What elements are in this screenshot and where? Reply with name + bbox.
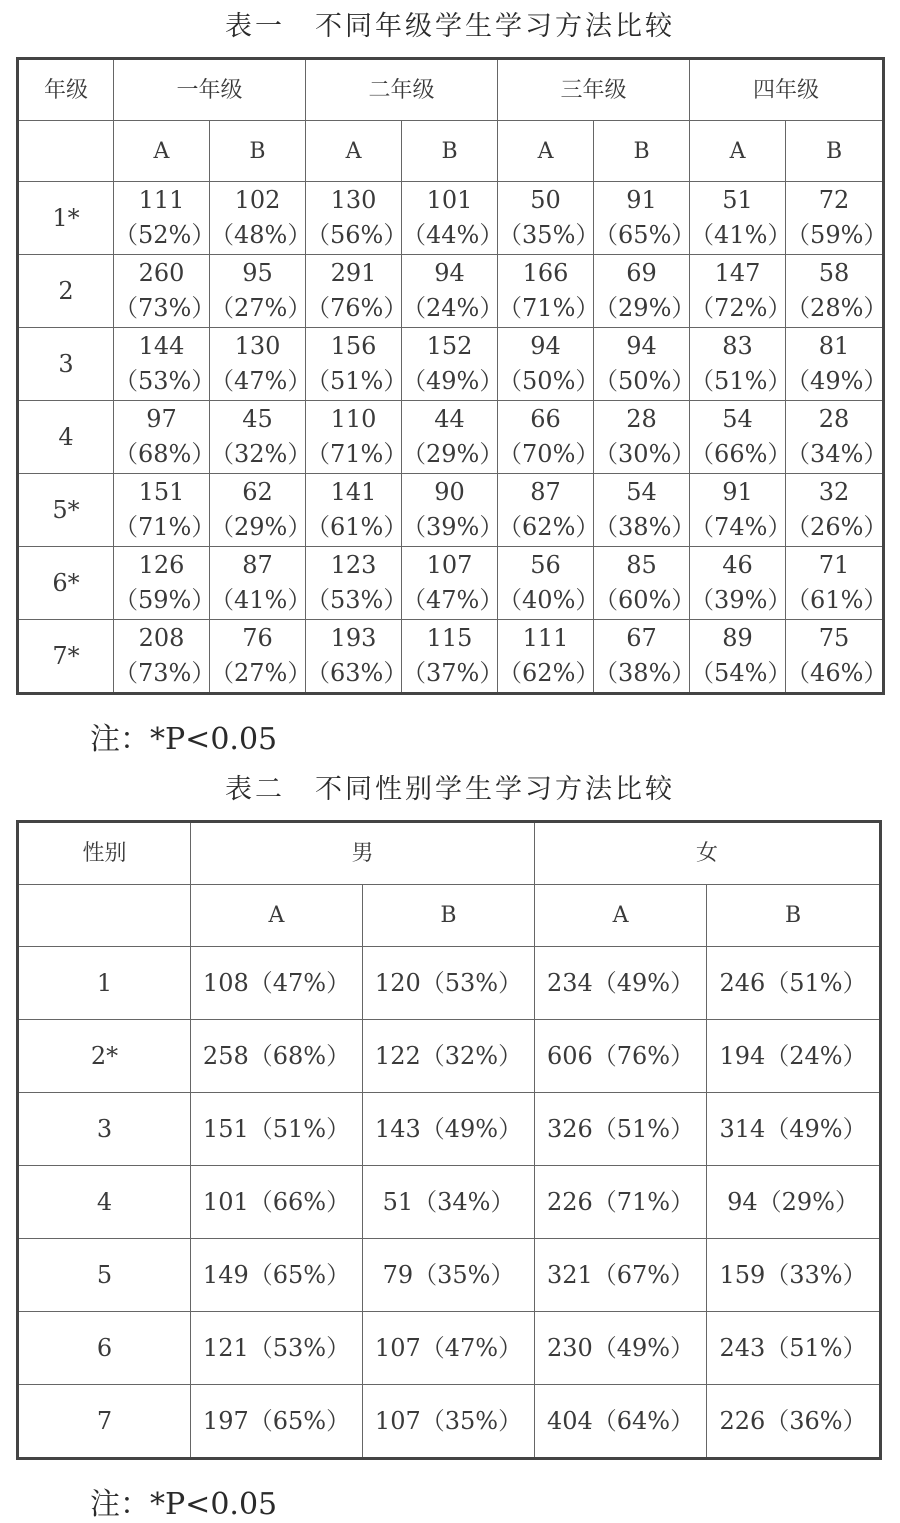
cell-count: 123 (330, 551, 377, 579)
cell-percent: （29%） (210, 513, 312, 541)
cell-percent: （61%） (786, 586, 888, 614)
table-cell (114, 547, 216, 620)
cell-count: 90 (434, 478, 465, 506)
cell-count: 115 (426, 624, 473, 652)
cell-count: 111 (138, 186, 185, 214)
cell-count: 83 (722, 332, 753, 360)
cell-count: 166 (522, 259, 569, 287)
table-cell: 230（49%） (535, 1312, 707, 1385)
cell-count: 56 (530, 551, 561, 579)
table-cell (594, 547, 696, 620)
cell-count: 87 (530, 478, 561, 506)
table-cell (690, 620, 792, 694)
cell-count: 54 (722, 405, 753, 433)
table1-method-header-row (18, 121, 884, 182)
table-cell: 321（67%） (535, 1239, 707, 1312)
table-cell (306, 474, 408, 547)
table-cell (210, 182, 312, 255)
cell-count: 107 (426, 551, 473, 579)
table-cell (786, 620, 888, 694)
cell-count: 44 (434, 405, 465, 433)
cell-percent: （63%） (306, 659, 408, 687)
empty-header-cell (18, 121, 114, 182)
cell-percent: （48%） (210, 221, 312, 249)
cell-count: 28 (626, 405, 657, 433)
table-cell: 243（51%） (707, 1312, 881, 1385)
table-cell (402, 547, 504, 620)
table-row (18, 328, 884, 401)
cell-percent: （32%） (210, 440, 312, 468)
table-cell (210, 547, 312, 620)
cell-count: 69 (626, 259, 657, 287)
cell-count: 208 (138, 624, 185, 652)
cell-count: 45 (242, 405, 273, 433)
table-cell: 159（33%） (707, 1239, 881, 1312)
cell-percent: （71%） (114, 513, 216, 541)
table-row (18, 947, 881, 1020)
cell-percent: （70%） (498, 440, 600, 468)
cell-percent: （47%） (402, 586, 504, 614)
cell-percent: （47%） (210, 367, 312, 395)
table-cell (690, 474, 792, 547)
cell-percent: （44%） (402, 221, 504, 249)
cell-percent: （73%） (114, 294, 216, 322)
table-cell: 101（66%） (191, 1166, 363, 1239)
cell-percent: （53%） (306, 586, 408, 614)
cell-count: 54 (626, 478, 657, 506)
cell-count: 75 (818, 624, 850, 652)
cell-count: 94 (434, 259, 465, 287)
cell-percent: （46%） (786, 659, 888, 687)
table2-gender-header-row (18, 822, 881, 885)
cell-percent: （53%） (114, 367, 216, 395)
method-header: A (191, 885, 363, 947)
cell-count: 260 (138, 259, 185, 287)
table-cell (690, 328, 792, 401)
table-cell: 226（71%） (535, 1166, 707, 1239)
table-cell: 122（32%） (363, 1020, 535, 1093)
cell-percent: （52%） (114, 221, 216, 249)
cell-count: 95 (242, 259, 273, 287)
row-label: 5 (18, 1239, 191, 1312)
table-cell (306, 255, 408, 328)
cell-percent: （49%） (786, 367, 888, 395)
cell-count: 89 (722, 624, 753, 652)
table-cell (306, 182, 408, 255)
table-cell (210, 474, 312, 547)
cell-percent: （38%） (594, 659, 696, 687)
table-cell: 246（51%） (707, 947, 881, 1020)
cell-count: 58 (818, 259, 850, 287)
cell-count: 94 (626, 332, 657, 360)
cell-count: 51 (722, 186, 753, 214)
table-cell: 143（49%） (363, 1093, 535, 1166)
table-cell (306, 620, 408, 694)
cell-percent: （26%） (786, 513, 888, 541)
cell-percent: （39%） (690, 586, 792, 614)
cell-percent: （71%） (306, 440, 408, 468)
table-cell (306, 547, 408, 620)
cell-count: 66 (530, 405, 561, 433)
table-cell (594, 182, 696, 255)
table-cell: 107（35%） (363, 1385, 535, 1459)
cell-count: 156 (330, 332, 377, 360)
cell-percent: （34%） (786, 440, 888, 468)
cell-percent: （74%） (690, 513, 792, 541)
method-header: A (498, 121, 594, 182)
gender-header-label: 性别 (18, 822, 191, 885)
method-header: B (594, 121, 690, 182)
cell-percent: （49%） (402, 367, 504, 395)
table-cell (114, 401, 216, 474)
cell-percent: （71%） (498, 294, 600, 322)
table-row (18, 547, 884, 620)
cell-count: 28 (818, 405, 850, 433)
cell-percent: （61%） (306, 513, 408, 541)
cell-count: 291 (330, 259, 377, 287)
row-label: 4 (18, 401, 114, 474)
table-cell (402, 328, 504, 401)
cell-percent: （27%） (210, 659, 312, 687)
cell-count: 151 (138, 478, 185, 506)
cell-percent: （51%） (306, 367, 408, 395)
cell-count: 110 (330, 405, 377, 433)
table-cell (210, 328, 312, 401)
cell-count: 62 (242, 478, 273, 506)
cell-percent: （29%） (594, 294, 696, 322)
table-cell: 258（68%） (191, 1020, 363, 1093)
table-row (18, 1093, 881, 1166)
table-cell (210, 255, 312, 328)
table-cell (786, 401, 888, 474)
cell-percent: （37%） (402, 659, 504, 687)
table-cell: 108（47%） (191, 947, 363, 1020)
row-label: 7 (18, 1385, 191, 1459)
table-cell (690, 401, 792, 474)
grade-header-label: 年级 (18, 59, 114, 121)
cell-percent: （59%） (114, 586, 216, 614)
grade-header: 二年级 (306, 59, 498, 121)
table-cell: 79（35%） (363, 1239, 535, 1312)
cell-percent: （59%） (786, 221, 888, 249)
table-cell (498, 474, 600, 547)
table-cell: 51（34%） (363, 1166, 535, 1239)
method-header: A (114, 121, 210, 182)
cell-percent: （28%） (786, 294, 888, 322)
table-cell (114, 255, 216, 328)
table-cell (402, 401, 504, 474)
table-row (18, 182, 884, 255)
cell-percent: （41%） (210, 586, 312, 614)
table-cell (402, 620, 504, 694)
cell-percent: （38%） (594, 513, 696, 541)
table2-method-header-row (18, 885, 881, 947)
cell-percent: （73%） (114, 659, 216, 687)
cell-count: 94 (530, 332, 561, 360)
cell-count: 91 (626, 186, 657, 214)
grade-header: 四年级 (690, 59, 884, 121)
table-cell: 226（36%） (707, 1385, 881, 1459)
table-cell (690, 547, 792, 620)
table-cell (114, 474, 216, 547)
cell-percent: （66%） (690, 440, 792, 468)
cell-percent: （68%） (114, 440, 216, 468)
table-cell: 314（49%） (707, 1093, 881, 1166)
table-cell: 197（65%） (191, 1385, 363, 1459)
table-cell (498, 620, 600, 694)
cell-percent: （65%） (594, 221, 696, 249)
table-cell (402, 255, 504, 328)
table-cell (114, 620, 216, 694)
table1-grade-header-row (18, 59, 884, 121)
table-cell (114, 328, 216, 401)
table-cell (594, 328, 696, 401)
table-cell (498, 182, 600, 255)
table-cell (690, 255, 792, 328)
cell-count: 85 (626, 551, 657, 579)
cell-percent: （29%） (402, 440, 504, 468)
cell-count: 76 (242, 624, 273, 652)
row-label: 7* (18, 620, 114, 694)
cell-count: 50 (530, 186, 561, 214)
table-row (18, 1385, 881, 1459)
table-cell (210, 401, 312, 474)
cell-count: 81 (818, 332, 850, 360)
table-cell: 326（51%） (535, 1093, 707, 1166)
method-header: B (402, 121, 498, 182)
table-cell: 94（29%） (707, 1166, 881, 1239)
cell-percent: （50%） (594, 367, 696, 395)
cell-percent: （35%） (498, 221, 600, 249)
cell-percent: （30%） (594, 440, 696, 468)
method-header: A (690, 121, 786, 182)
table-cell (786, 474, 888, 547)
table-cell (402, 182, 504, 255)
cell-percent: （27%） (210, 294, 312, 322)
cell-percent: （76%） (306, 294, 408, 322)
table-row (18, 1166, 881, 1239)
cell-count: 147 (714, 259, 761, 287)
table-cell: 606（76%） (535, 1020, 707, 1093)
grade-header: 三年级 (498, 59, 690, 121)
row-label: 6* (18, 547, 114, 620)
method-header: B (210, 121, 306, 182)
table-cell (498, 547, 600, 620)
table-cell (306, 401, 408, 474)
row-label: 6 (18, 1312, 191, 1385)
table-row (18, 255, 884, 328)
table-row (18, 620, 884, 694)
table-cell: 120（53%） (363, 947, 535, 1020)
cell-count: 102 (234, 186, 281, 214)
cell-count: 130 (330, 186, 377, 214)
cell-count: 101 (426, 186, 473, 214)
cell-count: 193 (330, 624, 377, 652)
gender-comparison-table (16, 820, 882, 1460)
table-cell: 404（64%） (535, 1385, 707, 1459)
cell-percent: （54%） (690, 659, 792, 687)
table-cell: 194（24%） (707, 1020, 881, 1093)
table-cell (786, 255, 888, 328)
table1-title: 表一 不同年级学生学习方法比较 (225, 11, 675, 42)
cell-count: 141 (330, 478, 377, 506)
table-row (18, 474, 884, 547)
table-cell: 121（53%） (191, 1312, 363, 1385)
table-cell (594, 401, 696, 474)
row-label: 2 (18, 255, 114, 328)
cell-count: 97 (146, 405, 177, 433)
cell-percent: （72%） (690, 294, 792, 322)
table-cell: 234（49%） (535, 947, 707, 1020)
cell-percent: （56%） (306, 221, 408, 249)
cell-count: 111 (522, 624, 569, 652)
cell-percent: （41%） (690, 221, 792, 249)
table-cell (498, 401, 600, 474)
table-cell (786, 547, 888, 620)
method-header: B (707, 885, 881, 947)
table-row (18, 1020, 881, 1093)
row-label: 4 (18, 1166, 191, 1239)
method-header: B (786, 121, 884, 182)
cell-percent: （39%） (402, 513, 504, 541)
gender-header: 女 (535, 822, 881, 885)
table-row (18, 1239, 881, 1312)
cell-percent: （62%） (498, 513, 600, 541)
table-cell (786, 182, 888, 255)
table2-title: 表二 不同性别学生学习方法比较 (225, 774, 675, 805)
table-cell (306, 328, 408, 401)
method-header: A (306, 121, 402, 182)
table-cell: 151（51%） (191, 1093, 363, 1166)
table-cell (210, 620, 312, 694)
cell-count: 152 (426, 332, 473, 360)
cell-percent: （60%） (594, 586, 696, 614)
cell-count: 130 (234, 332, 281, 360)
table-cell (594, 620, 696, 694)
row-label: 1* (18, 182, 114, 255)
cell-count: 87 (242, 551, 273, 579)
table-row (18, 1312, 881, 1385)
table2-note: 注：*P<0.05 (90, 1487, 278, 1522)
cell-percent: （50%） (498, 367, 600, 395)
cell-percent: （62%） (498, 659, 600, 687)
cell-count: 46 (722, 551, 753, 579)
grade-header: 一年级 (114, 59, 306, 121)
cell-count: 71 (818, 551, 850, 579)
method-header: B (363, 885, 535, 947)
table-cell (594, 255, 696, 328)
table-cell: 149（65%） (191, 1239, 363, 1312)
table-cell (594, 474, 696, 547)
row-label: 3 (18, 1093, 191, 1166)
row-label: 3 (18, 328, 114, 401)
cell-percent: （40%） (498, 586, 600, 614)
cell-percent: （24%） (402, 294, 504, 322)
table-cell (498, 328, 600, 401)
gender-header: 男 (191, 822, 535, 885)
grade-comparison-table (16, 57, 888, 695)
cell-count: 91 (722, 478, 753, 506)
table-cell (498, 255, 600, 328)
table-cell (786, 328, 888, 401)
table-cell (402, 474, 504, 547)
table-cell (690, 182, 792, 255)
cell-count: 126 (138, 551, 185, 579)
cell-percent: （51%） (690, 367, 792, 395)
row-label: 2* (18, 1020, 191, 1093)
method-header: A (535, 885, 707, 947)
cell-count: 72 (818, 186, 850, 214)
table-row (18, 401, 884, 474)
table1-note: 注：*P<0.05 (90, 722, 278, 757)
empty-header-cell (18, 885, 191, 947)
cell-count: 67 (626, 624, 657, 652)
cell-count: 144 (138, 332, 185, 360)
cell-count: 32 (818, 478, 850, 506)
row-label: 1 (18, 947, 191, 1020)
table-cell (114, 182, 216, 255)
table-cell: 107（47%） (363, 1312, 535, 1385)
row-label: 5* (18, 474, 114, 547)
